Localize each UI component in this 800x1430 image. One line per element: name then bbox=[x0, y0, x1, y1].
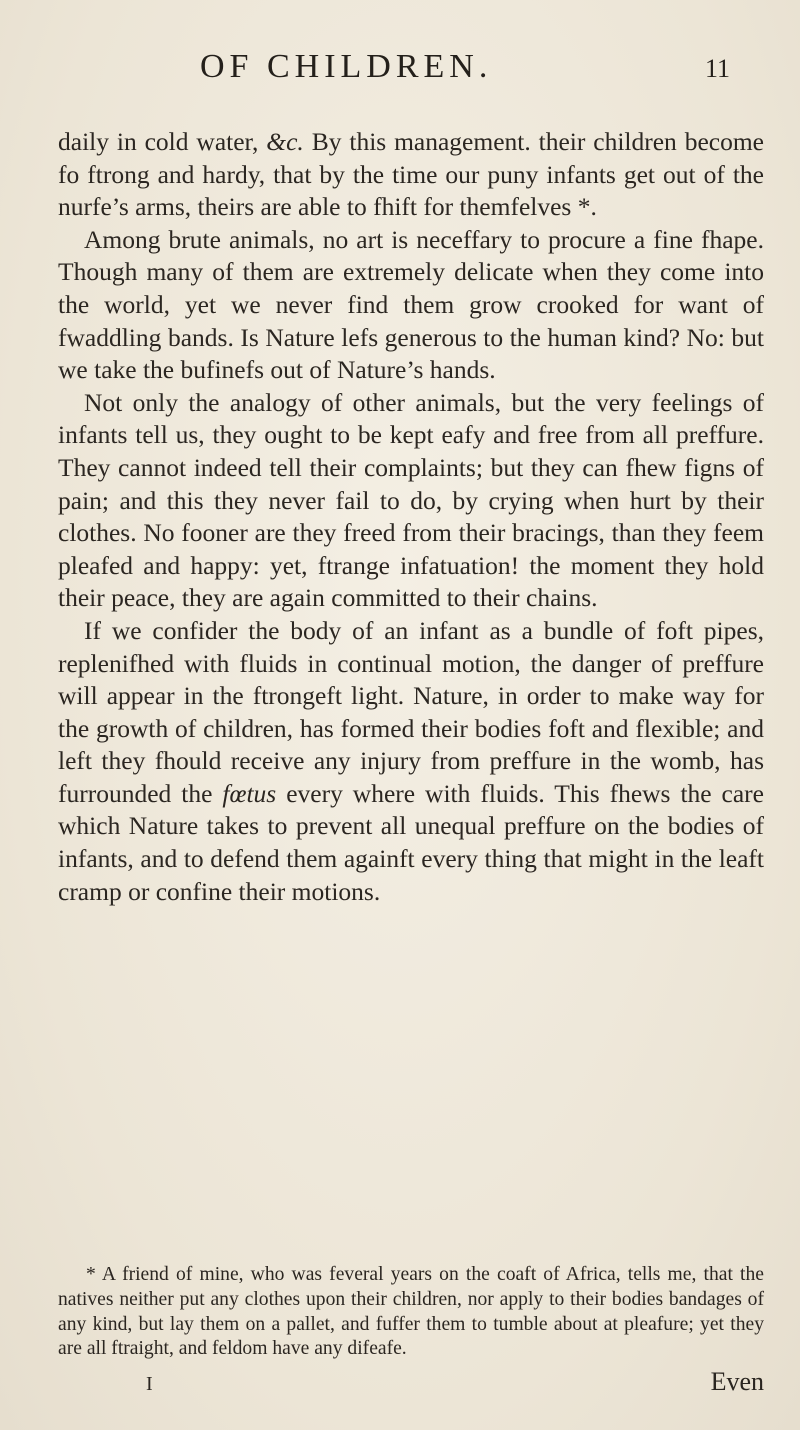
text-segment: Not only the analogy of other animals, but the very feelings of infants tell us, they ought to be kept eafy and free from all preffure. They cannot indeed tell their complaints; but they can fhew figns of pain; and this they never fail to do, by crying when hurt by their clothes. No fooner are they freed from their bracings, than they feem pleafed and happy: yet, ftrange infatuation! the moment they hold their peace, they are again committed to their chains. bbox=[58, 387, 764, 613]
text-segment: If we confider the body of an infant as a bundle of foft pipes, replenifhed with fluids in continual motion, the danger of preffure will appear in the ftrongeft light. Nature, in order to make way for the growth of children, has formed their bodies foft and flexible; and left they fhould receive any injury from preffure in the womb, has furrounded the bbox=[58, 615, 764, 808]
body-text bbox=[58, 126, 764, 908]
signature-mark: I bbox=[146, 1373, 153, 1395]
text-segment: every where with fluids. This fhews the care which Nature takes to prevent all unequal preffure on the bodies of infants, and to defend them againft every thing that might in the leaft cramp or confine their motions. bbox=[58, 778, 764, 906]
paragraph bbox=[58, 126, 764, 224]
page-number: 11 bbox=[704, 54, 730, 83]
paragraph bbox=[58, 224, 764, 387]
text-segment: Among brute animals, no art is neceffary to procure a fine fhape. Though many of them are extremely delicate when they come into the world, yet we never find them grow crooked for want of fwaddling bands. Is Nature lefs generous to the human kind? No: but we take the bufinefs out of Nature’s hands. bbox=[58, 224, 764, 385]
page-footer bbox=[58, 1367, 764, 1413]
footnote: * A friend of mine, who was feveral years on the coaft of Africa, tells me, that the natives neither put any clothes upon their children, nor apply to their bodies bandages of any kind, but lay them on a pallet, and fuffer them to tumble about at pleafure; yet they are all ftraight, and feldom have any difeafe. bbox=[58, 1264, 764, 1360]
running-title: OF CHILDREN. bbox=[200, 48, 493, 85]
italic-segment: fœtus bbox=[222, 778, 277, 808]
text-segment: By this management. their children become fo ftrong and hardy, that by the time our puny infants get out of the nurfe’s arms, theirs are able to fhift for themfelves *. bbox=[58, 127, 764, 222]
paragraph bbox=[58, 615, 764, 908]
text-segment: daily in cold water, bbox=[58, 127, 267, 156]
italic-segment: &c. bbox=[266, 127, 304, 156]
paragraph bbox=[58, 387, 764, 615]
catchword: Even bbox=[710, 1367, 764, 1396]
page-header bbox=[60, 48, 760, 108]
